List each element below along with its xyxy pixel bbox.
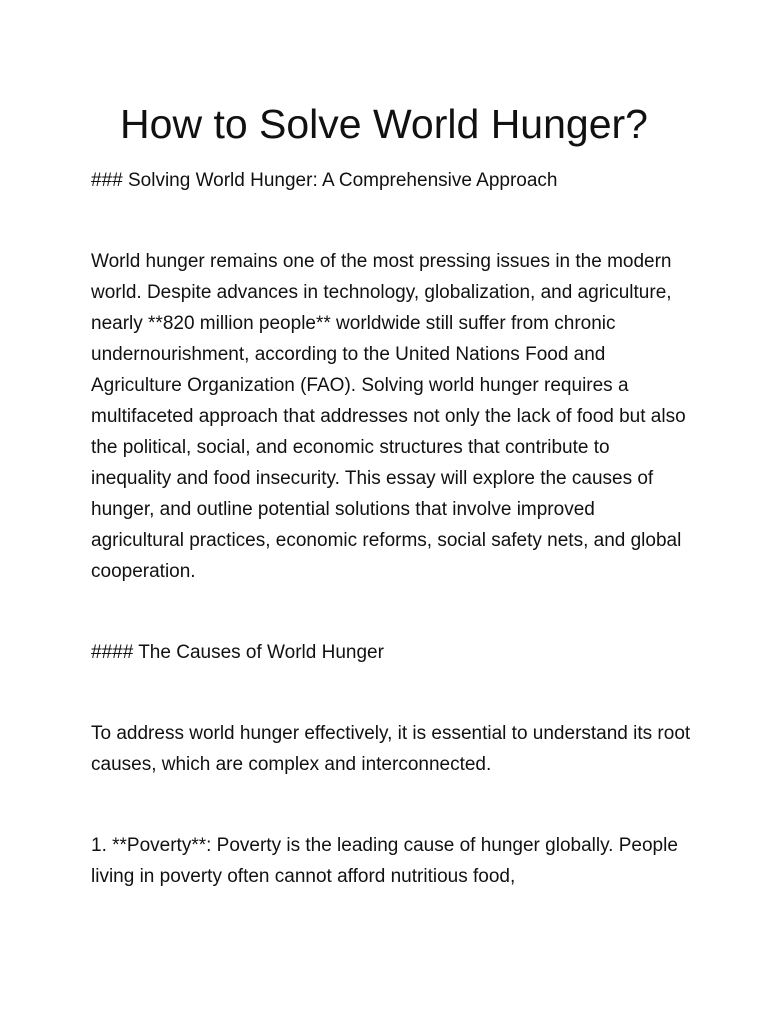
intro-paragraph: World hunger remains one of the most pressing issues in the modern world. Despite advances in technology, globalization, and agriculture, nearly **820 million people** worldwide still suffer from chronic undernourishment, according to the United Nations Food and Agriculture Organization (FAO). Solving world hunger requires a multifaceted approach that addresses not only the lack of food but also the political, social, and economic structures that contribute to inequality and food insecurity. This essay will explore the causes of hunger, and outline potential solutions that involve improved agricultural practices, economic reforms, social safety nets, and global cooperation. [91, 251, 686, 582]
document-body [91, 165, 691, 892]
document-title: How to Solve World Hunger? [120, 101, 648, 147]
causes-intro-paragraph: To address world hunger effectively, it is essential to understand its root causes, which are complex and interconnected. [91, 723, 691, 775]
cause-poverty-paragraph: 1. **Poverty**: Poverty is the leading cause of hunger globally. People living in poverty often cannot afford nutritious food, [91, 835, 678, 887]
subtitle-heading: ### Solving World Hunger: A Comprehensive Approach [91, 170, 558, 191]
section-heading-causes: #### The Causes of World Hunger [91, 642, 384, 663]
